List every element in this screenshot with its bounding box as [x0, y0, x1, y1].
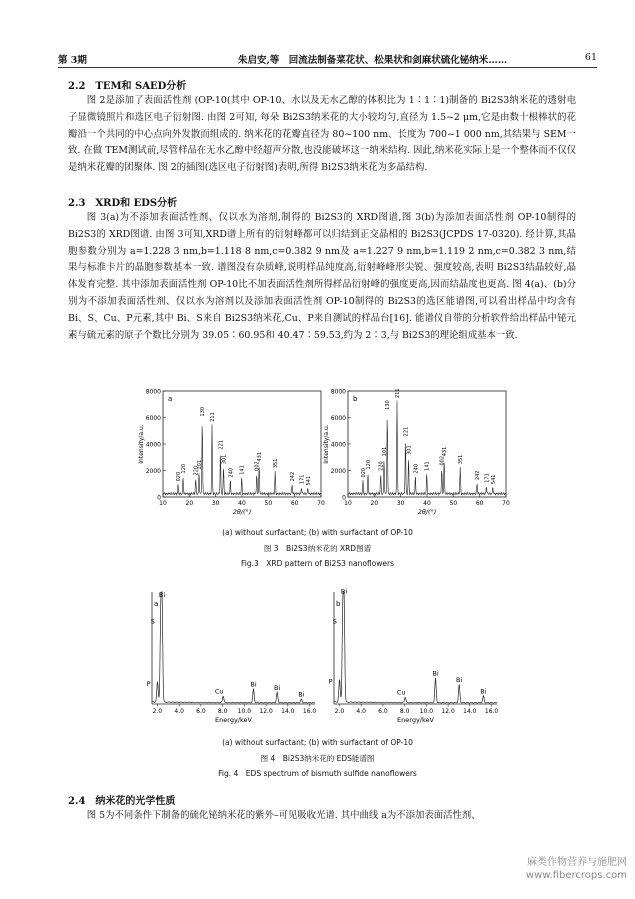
peak-label: 431 — [257, 451, 264, 462]
x-tick-label: 60 — [290, 500, 299, 507]
paragraph-text: 图 2是添加了表面活性剂 (OP-10(其中 OP-10、水以及无水乙醇的体积比为 1∶1∶1)制备的 Bi2S3纳米花的透射电子显微镜照片和选区电子衍射图. 由图 2可知, 每朵 Bi2S3纳米花的大小较均匀,直径为 1.5~2 μm,它是由数十根棒状的花瓣沿一个共同的中心点向外发散而组成的. 纳米花的花瓣直径为 80~100 nm、长度为 700~1 000 nm,其结果与 SEM一致. 在做 TEM测试前,尽管样品在无水乙醇中经超声分散,也没能破坏这一纳米结构. 因此,纳米花实际上是一个整体而不仅仅是纳米花瓣的团聚体. 图 2的插图(选区电子衍射图)表明,所得 Bi2S3纳米花为多晶结构. — [68, 95, 576, 174]
x-tick-label: 16.0 — [302, 708, 317, 715]
figure-3-xrd — [135, 385, 325, 527]
peak-label: 141 — [239, 465, 246, 475]
xrd-chart-a — [135, 385, 325, 523]
y-tick-label: 0 — [157, 494, 161, 502]
fig4-subcaption: (a) without surfactant; (b) with surfactant of OP-10 — [222, 738, 413, 747]
running-header — [58, 52, 597, 66]
peak-label: 120 — [181, 463, 188, 474]
peak-label: 171 — [484, 473, 491, 483]
peak-label: 101 — [382, 446, 389, 457]
x-tick-label: 16.0 — [484, 708, 499, 715]
x-axis-label: Energy/keV — [215, 716, 252, 724]
x-tick-label: 6.0 — [378, 708, 388, 715]
watermark-line-1: 麻类作物营养与施肥网 — [527, 857, 627, 868]
eds-spectrum-line — [152, 592, 315, 703]
peak-label: 002 — [254, 461, 261, 471]
x-tick-label: 20 — [185, 500, 194, 507]
fig3-caption-cn: 图 3 Bi2S3纳米花的 XRD图谱 — [263, 544, 372, 553]
peak-label: 240 — [413, 463, 420, 474]
y-tick-label: 8000 — [330, 388, 346, 396]
figure-4-eds-b — [322, 586, 502, 730]
element-label: Cu — [396, 688, 406, 697]
peak-label: 171 — [299, 474, 306, 485]
x-tick-label: 8.0 — [399, 708, 410, 715]
fig4-caption-en: Fig. 4 EDS spectrum of bismuth sulfide nanoflowers — [218, 769, 417, 778]
element-label: Bi — [158, 590, 166, 599]
fig3-subcaption: (a) without surfactant; (b) with surfactant of OP-10 — [222, 528, 413, 537]
site-watermark — [526, 856, 627, 882]
element-label: S — [332, 617, 337, 626]
peak-label: 351 — [273, 458, 280, 469]
x-tick-label: 50 — [449, 500, 458, 507]
element-label: Bi — [480, 687, 487, 696]
header-rule — [58, 67, 597, 68]
eds-chart-a — [140, 586, 320, 726]
x-tick-label: 40 — [238, 500, 246, 507]
peak-label: 221 — [403, 426, 410, 437]
xrd-chart-b — [320, 385, 510, 523]
figure-3-xrd-b — [320, 385, 510, 527]
peak-label: 242 — [290, 471, 297, 482]
x-axis-label: 2θ/(°) — [232, 508, 252, 516]
peak-label: 101 — [197, 459, 204, 470]
peak-label: 130 — [200, 406, 207, 417]
x-tick-label: 70 — [317, 500, 325, 507]
panel-label: b — [336, 600, 341, 608]
peak-label: 211 — [394, 388, 401, 398]
x-tick-label: 10 — [159, 500, 167, 507]
peak-label: 120 — [366, 459, 373, 470]
element-label: Bi — [274, 683, 281, 692]
x-axis-label: 2θ/(°) — [417, 508, 437, 516]
figure-4-eds — [140, 586, 320, 730]
y-tick-label: 6000 — [145, 415, 161, 422]
peak-label: 211 — [209, 412, 216, 422]
eds-chart-b — [322, 586, 502, 726]
panel-label: a — [154, 600, 159, 608]
fig4-caption-cn: 图 4 Bi2S3纳米花的 EDS能谱图 — [260, 754, 375, 763]
eds-spectrum-line — [334, 592, 497, 703]
element-label: Bi — [250, 680, 257, 689]
x-tick-label: 12.0 — [259, 708, 273, 715]
element-label: Bi — [432, 669, 439, 678]
y-tick-label: 4000 — [145, 441, 161, 449]
paragraph-xrd-eds — [68, 210, 576, 344]
peak-label: 020 — [176, 471, 183, 482]
peak-label: 221 — [218, 440, 225, 450]
x-tick-label: 10.0 — [419, 708, 434, 715]
x-tick-label: 70 — [502, 500, 510, 507]
x-tick-label: 30 — [396, 500, 405, 507]
y-tick-label: 0 — [342, 494, 346, 502]
y-tick-label: 4000 — [330, 441, 346, 449]
peak-label: 301 — [221, 454, 228, 465]
element-label: P — [146, 679, 151, 688]
peak-label: 351 — [458, 454, 465, 465]
x-tick-label: 10.0 — [237, 708, 252, 715]
xrd-pattern-line — [163, 424, 321, 495]
x-tick-label: 6.0 — [196, 708, 206, 715]
running-title: 朱启安,等 回流法制备菜花状、松果状和剑麻状硫化铋纳米…… — [238, 55, 508, 66]
element-label: S — [150, 617, 155, 626]
page-number: 61 — [584, 52, 597, 63]
element-label: Cu — [214, 687, 224, 696]
x-tick-label: 2.0 — [334, 708, 345, 715]
x-tick-label: 20 — [370, 500, 379, 507]
paragraph-text: 图 5为不同条件下制备的硫化铋纳米花的紫外–可见吸收光谱. 其中曲线 a为不添加表面活性剂、 — [86, 810, 481, 821]
x-tick-label: 60 — [475, 500, 484, 507]
peak-label: 301 — [406, 445, 413, 455]
y-tick-label: 6000 — [330, 415, 346, 422]
peak-label: 431 — [442, 446, 449, 457]
section-heading-2-2: 2.2 TEM和 SAED分析 — [68, 81, 187, 92]
x-tick-label: 40 — [423, 500, 431, 507]
panel-label: a — [168, 395, 173, 403]
x-axis-label: Energy/keV — [397, 716, 434, 724]
watermark-line-2: www.fibercrops.com — [525, 870, 627, 881]
y-tick-label: 2000 — [330, 468, 346, 475]
y-tick-label: 8000 — [145, 388, 161, 396]
x-tick-label: 4.0 — [356, 708, 366, 715]
x-tick-label: 8.0 — [217, 708, 228, 715]
x-tick-label: 4.0 — [174, 708, 184, 715]
y-axis-label: Intensity/a.u. — [323, 424, 330, 464]
peak-label: 541 — [490, 474, 497, 485]
x-tick-label: 2.0 — [152, 708, 163, 715]
xrd-pattern-line — [348, 401, 506, 496]
peak-label: 130 — [385, 400, 392, 410]
panel-label: b — [353, 395, 358, 403]
peak-label: 220 — [378, 461, 385, 471]
peak-label: 020 — [361, 467, 368, 478]
peak-label: 240 — [228, 467, 235, 478]
fig3-caption-en: Fig.3 XRD pattern of Bi2S3 nanoflowers — [241, 559, 394, 568]
x-tick-label: 12.0 — [441, 708, 455, 715]
y-tick-label: 2000 — [145, 468, 161, 475]
peak-label: 541 — [305, 475, 312, 486]
x-tick-label: 14.0 — [281, 708, 295, 715]
paragraph-tem-saed — [68, 93, 576, 177]
element-label: Bi — [456, 676, 463, 685]
x-tick-label: 30 — [211, 500, 220, 507]
x-tick-label: 14.0 — [463, 708, 477, 715]
peak-label: 141 — [424, 461, 431, 471]
section-heading-2-3: 2.3 XRD和 EDS分析 — [68, 198, 178, 209]
peak-label: 220 — [193, 465, 200, 476]
paragraph-text: 图 3(a)为不添加表面活性剂、仅以水为溶剂,制得的 Bi2S3的 XRD图谱,图 3(b)为添加表面活性剂 OP-10制得的 Bi2S3的 XRD图谱. 由图 3可知,XRD谱上所有的衍射峰都可以归结到正交晶相的 Bi2S3(JCPDS 17-0320). 经计算,其晶胞参数分别为 a=1.228 3 nm,b=1.118 8 nm,c=0.382 9 nm及 a=1.227 9 nm,b=1.119 2 nm,c=0.382 3 nm,结果与标准卡片的晶胞参数基本一致. 谱图没有杂质峰,说明样品纯度高,衍射峰峰形尖锐、强度较高,表明 Bi2S3结晶较好,晶体发育完整. 其中添加表面活性剂 OP-10比不加表面活性剂所得样品衍射峰的强度更高,因而结晶度也更高. 图 4(a)、(b)分别为不添加表面活性剂、仅以水为溶剂以及添加表面活性剂 OP-10制得的 Bi2S3的选区能谱图,可以看出样品中均含有 Bi、S、Cu、P元素,其中 Bi、S来自 Bi2S3纳米花,Cu、P来自测试的样品台[16]. 能谱仪自带的分析软件给出样品中铋元素与硫元素的原子个数比分别为 39.05∶60.95和 40.47∶59.53,约为 2∶3,与 Bi2S3的理论组成基本一致. — [68, 212, 576, 341]
element-label: P — [328, 677, 333, 686]
issue-number: 第 3期 — [58, 55, 87, 66]
paragraph-optical — [68, 808, 576, 825]
x-tick-label: 10 — [344, 500, 352, 507]
section-heading-2-4: 2.4 纳米花的光学性质 — [68, 796, 176, 807]
peak-label: 002 — [439, 455, 446, 466]
element-label: Bi — [340, 587, 348, 596]
peak-label: 242 — [475, 470, 482, 481]
x-tick-label: 50 — [264, 500, 273, 507]
y-axis-label: Intensity/a.u. — [138, 424, 145, 464]
element-label: Bi — [298, 690, 305, 699]
